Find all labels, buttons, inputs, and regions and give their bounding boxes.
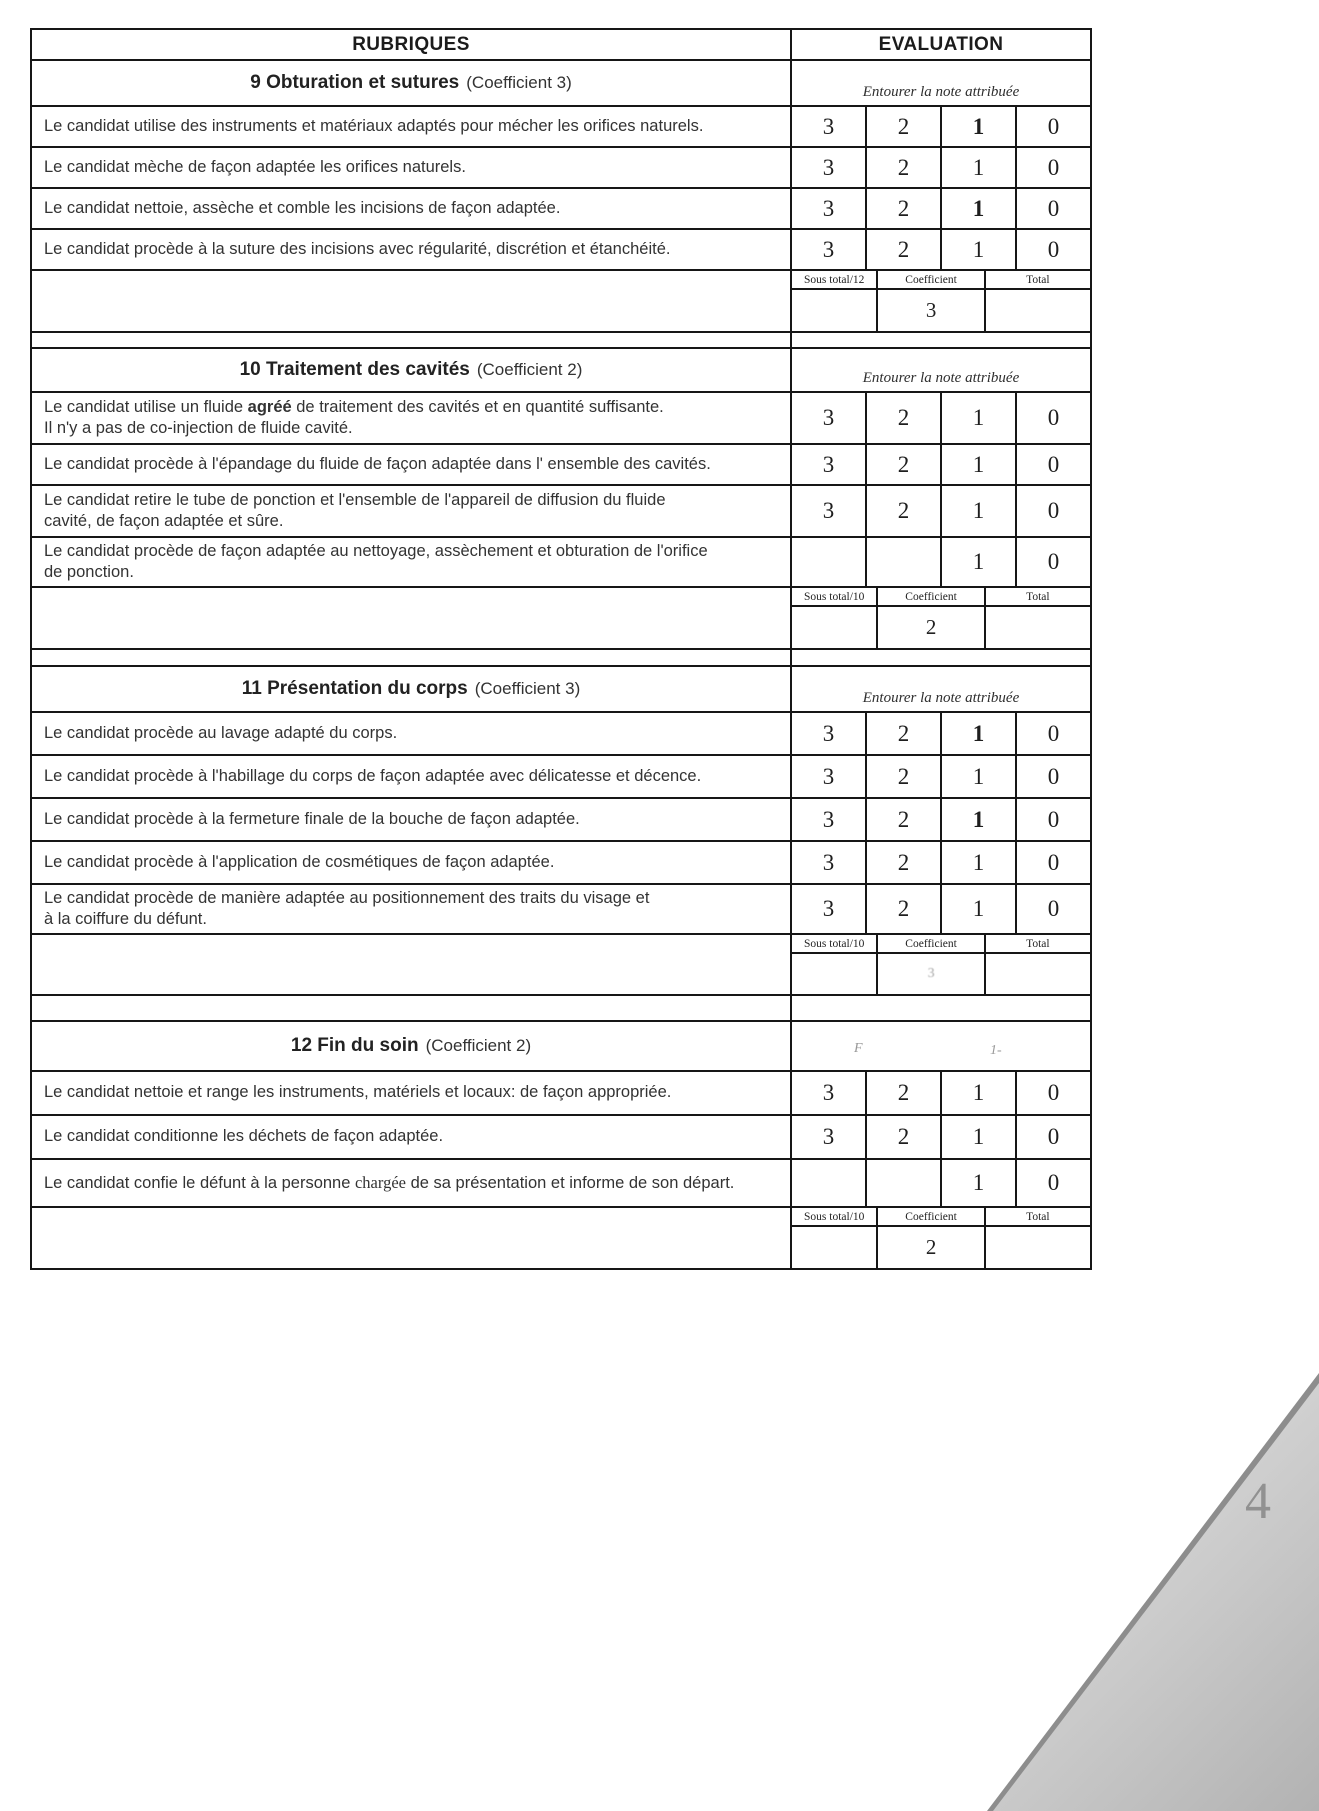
criterion-row [32,391,1090,443]
section-12-title-cell [32,1022,790,1070]
criterion-text-line2: cavité, de façon adaptée et sûre. [44,512,284,530]
criterion-text: Le candidat procède au lavage adapté du corps. [44,723,398,742]
section-coefficient-label: (Coefficient 2) [425,1036,532,1055]
note-option-1[interactable]: 1 [940,1116,1015,1158]
note-option-3[interactable]: 3 [790,1116,865,1158]
note-option-0[interactable]: 0 [1015,885,1090,933]
note-option-0[interactable]: 0 [1015,1116,1090,1158]
note-option-1[interactable]: 1 [940,1072,1015,1114]
total-label: Total [984,271,1090,288]
note-option-2[interactable]: 2 [865,107,940,146]
evaluation-form-table [30,28,1092,1270]
coefficient-value-box[interactable] [876,954,983,994]
criterion-text: Le candidat procède à la fermeture finale de la bouche de façon adaptée. [44,809,580,828]
criterion-text-cell [32,189,790,228]
criterion-row [32,1114,1090,1158]
note-option-1[interactable]: 1 [940,756,1015,797]
note-option-1[interactable]: 1 [940,1160,1015,1206]
note-instruction: Entourer la note attribuée [790,667,1090,711]
note-option-2[interactable] [865,538,940,586]
section-gap-row [32,648,1090,665]
note-option-2[interactable]: 2 [865,393,940,443]
note-option-0[interactable]: 0 [1015,713,1090,754]
criterion-text-cell [32,1160,790,1206]
criterion-text: Le candidat utilise un fluide agréé de traitement des cavités et en quantité suffisante. [44,397,664,416]
subtotal-left-spacer [32,271,790,331]
gap-left [32,650,790,665]
criterion-text-line2: à la coiffure du défunt. [44,910,207,928]
subtotal-left-spacer [32,588,790,648]
note-option-3[interactable]: 3 [790,756,865,797]
scan-artifact: 1- [990,1043,1002,1058]
note-option-3[interactable]: 3 [790,799,865,840]
coefficient-value: 2 [925,615,937,639]
note-instruction-faded [790,1022,1090,1070]
note-option-1[interactable]: 1 [940,230,1015,269]
coefficient-value: 2 [925,1235,937,1259]
note-option-0[interactable]: 0 [1015,148,1090,187]
note-option-3[interactable]: 3 [790,885,865,933]
criterion-text-cell [32,486,790,536]
criterion-row [32,711,1090,754]
subtotal-left-spacer [32,935,790,994]
subtotal-row [32,1206,1090,1268]
criterion-row [32,228,1090,269]
section-title: 12 Fin du soin [290,1035,419,1056]
total-label: Total [984,935,1090,952]
subtotal-values [792,1227,1090,1268]
section-10-title-cell [32,349,790,391]
subtotal-label: Sous total/12 [804,273,865,286]
section-11-title-cell [32,667,790,711]
note-option-3[interactable]: 3 [790,445,865,484]
criterion-text: Le candidat procède de manière adaptée au positionnement des traits du visage et [44,888,650,907]
criterion-text: Le candidat procède de façon adaptée au nettoyage, assèchement et obturation de l'orifice [44,541,708,560]
note-option-0[interactable]: 0 [1015,1072,1090,1114]
subtotal-block [790,935,1090,994]
note-option-1[interactable]: 1 [940,107,1015,146]
note-option-3[interactable]: 3 [790,486,865,536]
coefficient-label: Coefficient [876,1208,983,1225]
note-option-0[interactable]: 0 [1015,393,1090,443]
criterion-text-cell [32,148,790,187]
criterion-row [32,105,1090,146]
criterion-row [32,883,1090,933]
criterion-text: Le candidat mèche de façon adaptée les orifices naturels. [44,157,466,176]
note-option-0[interactable]: 0 [1015,189,1090,228]
criterion-row [32,187,1090,228]
criterion-text: Le candidat procède à l'habillage du corps de façon adaptée avec délicatesse et décence. [44,766,702,785]
note-option-0[interactable]: 0 [1015,1160,1090,1206]
note-option-3[interactable]: 3 [790,230,865,269]
criterion-text: Le candidat confie le défunt à la personne chargée de sa présentation et informe de son départ. [44,1172,735,1192]
criterion-row [32,797,1090,840]
evaluation-header: EVALUATION [790,30,1090,59]
section-9-header-row [32,59,1090,105]
note-option-0[interactable]: 0 [1015,842,1090,883]
total-label: Total [984,1208,1090,1225]
section-coefficient-label: (Coefficient 2) [476,360,583,379]
criterion-text: Le candidat procède à l'épandage du fluide de façon adaptée dans l' ensemble des cavités. [44,454,711,473]
section-12-header-row [32,1020,1090,1070]
subtotal-labels [792,935,1090,954]
gap-right [790,996,1090,1020]
scan-artifact: F [854,1041,863,1056]
note-option-3[interactable]: 3 [790,713,865,754]
criterion-text-cell [32,393,790,443]
section-title: 11 Présentation du corps [241,678,468,699]
subtotal-row [32,933,1090,994]
coefficient-value-box[interactable] [876,1227,983,1268]
note-option-0[interactable]: 0 [1015,799,1090,840]
total-value-box[interactable] [984,954,1090,994]
note-option-1[interactable]: 1 [940,148,1015,187]
gap-left [32,333,790,347]
note-option-1[interactable]: 1 [940,885,1015,933]
note-option-0[interactable]: 0 [1015,230,1090,269]
criterion-text-cell [32,1072,790,1114]
criterion-text-cell [32,538,790,586]
note-option-2[interactable]: 2 [865,486,940,536]
subtotal-left-spacer [32,1208,790,1268]
criterion-row [32,443,1090,484]
section-10-header-row [32,347,1090,391]
subtotal-values [792,290,1090,331]
criterion-text: Le candidat nettoie et range les instruments, matériels et locaux: de façon appropriée. [44,1083,672,1102]
note-option-2[interactable]: 2 [865,445,940,484]
coefficient-label: Coefficient [876,935,983,952]
coefficient-value: 3 [927,966,935,981]
section-title: 9 Obturation et sutures [250,72,460,93]
criterion-text-line2: de ponction. [44,563,134,581]
criterion-text-cell [32,799,790,840]
section-coefficient-label: (Coefficient 3) [466,73,572,92]
criterion-row [32,146,1090,187]
page-number: 4 [1245,1473,1271,1530]
subtotal-value-box[interactable] [792,290,876,331]
note-option-2[interactable]: 2 [865,148,940,187]
note-instruction: Entourer la note attribuée [790,349,1090,391]
subtotal-row [32,586,1090,648]
criterion-text-cell [32,445,790,484]
note-option-2[interactable]: 2 [865,189,940,228]
criterion-text-cell [32,885,790,933]
note-option-2[interactable]: 2 [865,799,940,840]
subtotal-value-box[interactable] [792,607,876,648]
note-option-1[interactable]: 1 [940,799,1015,840]
subtotal-block [790,271,1090,331]
subtotal-values [792,954,1090,994]
note-option-3[interactable]: 3 [790,393,865,443]
note-option-0[interactable]: 0 [1015,107,1090,146]
subtotal-label: Sous total/10 [804,1210,865,1223]
note-option-1[interactable]: 1 [940,445,1015,484]
note-option-0[interactable]: 0 [1015,486,1090,536]
criterion-text: Le candidat nettoie, assèche et comble les incisions de façon adaptée. [44,198,561,217]
criterion-text: Le candidat retire le tube de ponction et l'ensemble de l'appareil de diffusion du fluide [44,490,666,509]
criterion-row [32,484,1090,536]
note-option-1[interactable]: 1 [940,393,1015,443]
criterion-text-cell [32,842,790,883]
coefficient-value: 3 [925,298,937,322]
note-option-2[interactable]: 2 [865,756,940,797]
criterion-row [32,536,1090,586]
subtotal-label: Sous total/10 [804,937,865,950]
note-option-1[interactable]: 1 [940,538,1015,586]
criterion-text-line2: Il n'y a pas de co-injection de fluide cavité. [44,419,353,437]
criterion-text-cell [32,107,790,146]
subtotal-label: Sous total/10 [804,590,865,603]
note-option-2[interactable]: 2 [865,1116,940,1158]
criterion-row [32,754,1090,797]
note-instruction: Entourer la note attribuée [790,61,1090,105]
gap-right [790,650,1090,665]
subtotal-block [790,588,1090,648]
rubriques-header: RUBRIQUES [352,33,470,55]
subtotal-value-box[interactable] [792,1227,876,1268]
note-option-2[interactable]: 2 [865,885,940,933]
note-option-2[interactable]: 2 [865,230,940,269]
subtotal-labels [792,271,1090,290]
coefficient-label: Coefficient [876,588,983,605]
gap-right [790,333,1090,347]
note-option-2[interactable]: 2 [865,842,940,883]
criterion-row [32,840,1090,883]
note-option-3[interactable]: 3 [790,107,865,146]
criterion-text: Le candidat conditionne les déchets de façon adaptée. [44,1127,444,1146]
criterion-text-cell [32,230,790,269]
note-option-1[interactable]: 1 [940,842,1015,883]
note-option-3[interactable]: 3 [790,189,865,228]
note-option-2[interactable]: 2 [865,713,940,754]
note-option-3[interactable]: 3 [790,148,865,187]
note-option-3[interactable] [790,538,865,586]
note-option-1[interactable]: 1 [940,189,1015,228]
section-gap-row [32,331,1090,347]
subtotal-row [32,269,1090,331]
section-coefficient-label: (Coefficient 3) [474,679,581,698]
note-option-1[interactable]: 1 [940,486,1015,536]
note-option-1[interactable]: 1 [940,713,1015,754]
note-option-2[interactable]: 2 [865,1072,940,1114]
note-option-3[interactable] [790,1160,865,1206]
section-9-title-cell [32,61,790,105]
section-gap-row [32,994,1090,1020]
note-option-3[interactable]: 3 [790,1072,865,1114]
note-option-3[interactable]: 3 [790,842,865,883]
subtotal-value-box[interactable] [792,954,876,994]
note-option-0[interactable]: 0 [1015,756,1090,797]
section-11-header-row [32,665,1090,711]
criterion-text-cell [32,756,790,797]
coefficient-value-box[interactable] [876,290,983,331]
subtotal-labels [792,1208,1090,1227]
criterion-row [32,1158,1090,1206]
total-value-box[interactable] [984,290,1090,331]
criterion-text-cell [32,713,790,754]
criterion-text: Le candidat utilise des instruments et matériaux adaptés pour mécher les orifices naturels. [44,116,704,135]
section-title: 10 Traitement des cavités [239,359,470,380]
criterion-text: Le candidat procède à l'application de cosmétiques de façon adaptée. [44,852,555,871]
subtotal-values [792,607,1090,648]
note-option-0[interactable]: 0 [1015,445,1090,484]
coefficient-label: Coefficient [876,271,983,288]
table-header-row [32,30,1090,59]
subtotal-labels [792,588,1090,607]
total-label: Total [984,588,1090,605]
criterion-text-cell [32,1116,790,1158]
note-option-0[interactable]: 0 [1015,538,1090,586]
total-value-box[interactable] [984,1227,1090,1268]
subtotal-block [790,1208,1090,1268]
coefficient-value-box[interactable] [876,607,983,648]
total-value-box[interactable] [984,607,1090,648]
note-option-2[interactable] [865,1160,940,1206]
criterion-row [32,1070,1090,1114]
gap-left [32,996,790,1020]
criterion-text: Le candidat procède à la suture des incisions avec régularité, discrétion et étanchéité. [44,239,671,258]
